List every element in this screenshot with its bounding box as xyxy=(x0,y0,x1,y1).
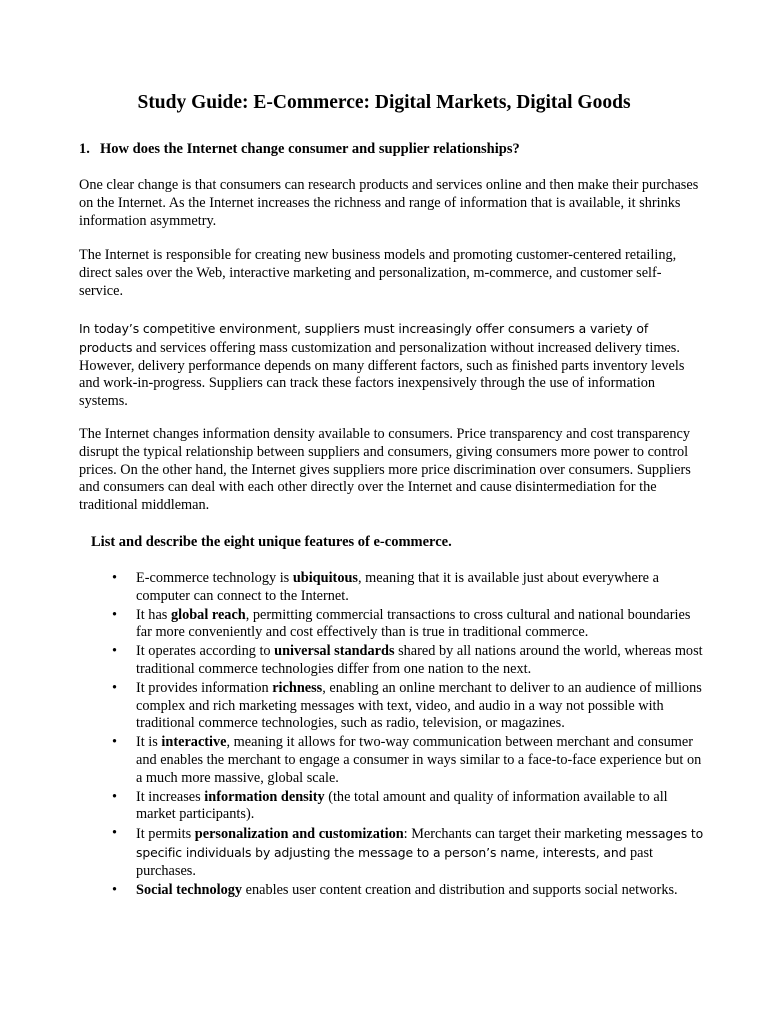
item-text: : Merchants can target their marketing xyxy=(403,826,626,843)
page-title: Study Guide: E-Commerce: Digital Markets, Digital Goods xyxy=(137,92,631,113)
item-text: past purchases. xyxy=(136,844,654,879)
item-text: enables user content creation and distribution and supports social networks. xyxy=(242,881,678,898)
paragraph-4: The Internet changes information density available to consumers. Price transparency and cost transparency disrupt the typical relationship between suppliers and consumers, giving consumers more power to control prices. On the other hand, the Internet gives suppliers more price discrimination over consumers. Suppliers and consumers can deal with each other directly over the Internet and cause disintermediation for the traditional middleman. xyxy=(79,426,691,514)
item-keyword: universal standards xyxy=(274,643,395,660)
item-text: It operates according to xyxy=(136,643,275,660)
list-item xyxy=(112,825,707,880)
list-item xyxy=(112,570,707,606)
paragraph-1: One clear change is that consumers can research products and services online and then make their purchases on the Internet. As the Internet increases the richness and range of information that is available, it shrinks information asymmetry. xyxy=(79,177,699,229)
item-text: , meaning it allows for two-way communication between merchant and consumer and enables the merchant to engage a consumer in ways similar to a face-to-face experience but on a much more massive, global scale. xyxy=(136,734,702,786)
item-text: It increases xyxy=(136,788,205,805)
list-item xyxy=(112,789,707,825)
bullet-icon: • xyxy=(112,734,118,751)
paragraph-3-rest: and services offering mass customization and personalization without increased delivery times. However, delivery performance depends on many different factors, such as finished parts inventory levels and work-in-progress. Suppliers can track these factors inexpensively through the use of information systems. xyxy=(79,339,685,410)
item-keyword: interactive xyxy=(161,734,227,751)
item-text: , permitting commercial transactions to cross cultural and national boundaries far more conveniently and cost effectively than is true in traditional commerce. xyxy=(136,606,691,641)
item-keyword: personalization and customization xyxy=(194,826,404,843)
bullet-icon: • xyxy=(112,825,118,842)
paragraph-3 xyxy=(79,320,701,411)
bullet-icon: • xyxy=(112,606,118,623)
bullet-icon: • xyxy=(112,643,118,660)
paragraph-2: The Internet is responsible for creating new business models and promoting customer-centered retailing, direct sales over the Web, interactive marketing and personalization, m-commerce, and customer self-service. xyxy=(79,247,677,299)
bullet-icon: • xyxy=(112,881,118,898)
item-text: It permits xyxy=(136,826,195,843)
item-text: , enabling an online merchant to deliver to an audience of millions complex and rich marketing messages with text, video, and audio in a way not possible with traditional commerce technologies, such as radio, television, or magazines. xyxy=(136,679,702,732)
question-heading xyxy=(79,141,520,158)
list-item xyxy=(112,734,707,787)
question-text: How does the Internet change consumer and supplier relationships? xyxy=(100,141,520,157)
item-text: (the total amount and quality of information available to all market participants). xyxy=(136,788,668,823)
item-text: It is xyxy=(136,734,162,751)
paragraph-3-first-line: In today’s competitive environment, suppliers must increasingly offer consumers a variety of products xyxy=(79,321,649,355)
list-item xyxy=(112,680,707,733)
item-text-sans: messages to specific individuals by adjusting the message to a person’s name, interests, and xyxy=(136,826,704,860)
features-list xyxy=(112,570,707,900)
list-item xyxy=(112,643,707,679)
bullet-icon: • xyxy=(112,788,118,805)
list-item xyxy=(112,882,707,900)
item-keyword: ubiquitous xyxy=(292,570,358,586)
item-text: It provides information xyxy=(136,679,273,696)
item-text: , meaning that it is available just about everywhere a computer can connect to the Internet. xyxy=(136,570,659,604)
item-text: It has xyxy=(136,606,171,623)
item-text: E-commerce technology is xyxy=(136,570,293,586)
item-text: shared by all nations around the world, whereas most traditional commerce technologies differ from one nation to the next. xyxy=(136,643,703,677)
list-heading: List and describe the eight unique features of e-commerce. xyxy=(91,534,452,550)
item-keyword: Social technology xyxy=(136,881,243,898)
list-item xyxy=(112,607,707,643)
question-number: 1. xyxy=(79,141,90,157)
bullet-icon: • xyxy=(112,570,118,586)
item-keyword: information density xyxy=(204,788,325,805)
item-keyword: global reach xyxy=(170,606,246,623)
bullet-icon: • xyxy=(112,679,118,696)
item-keyword: richness xyxy=(272,679,323,696)
